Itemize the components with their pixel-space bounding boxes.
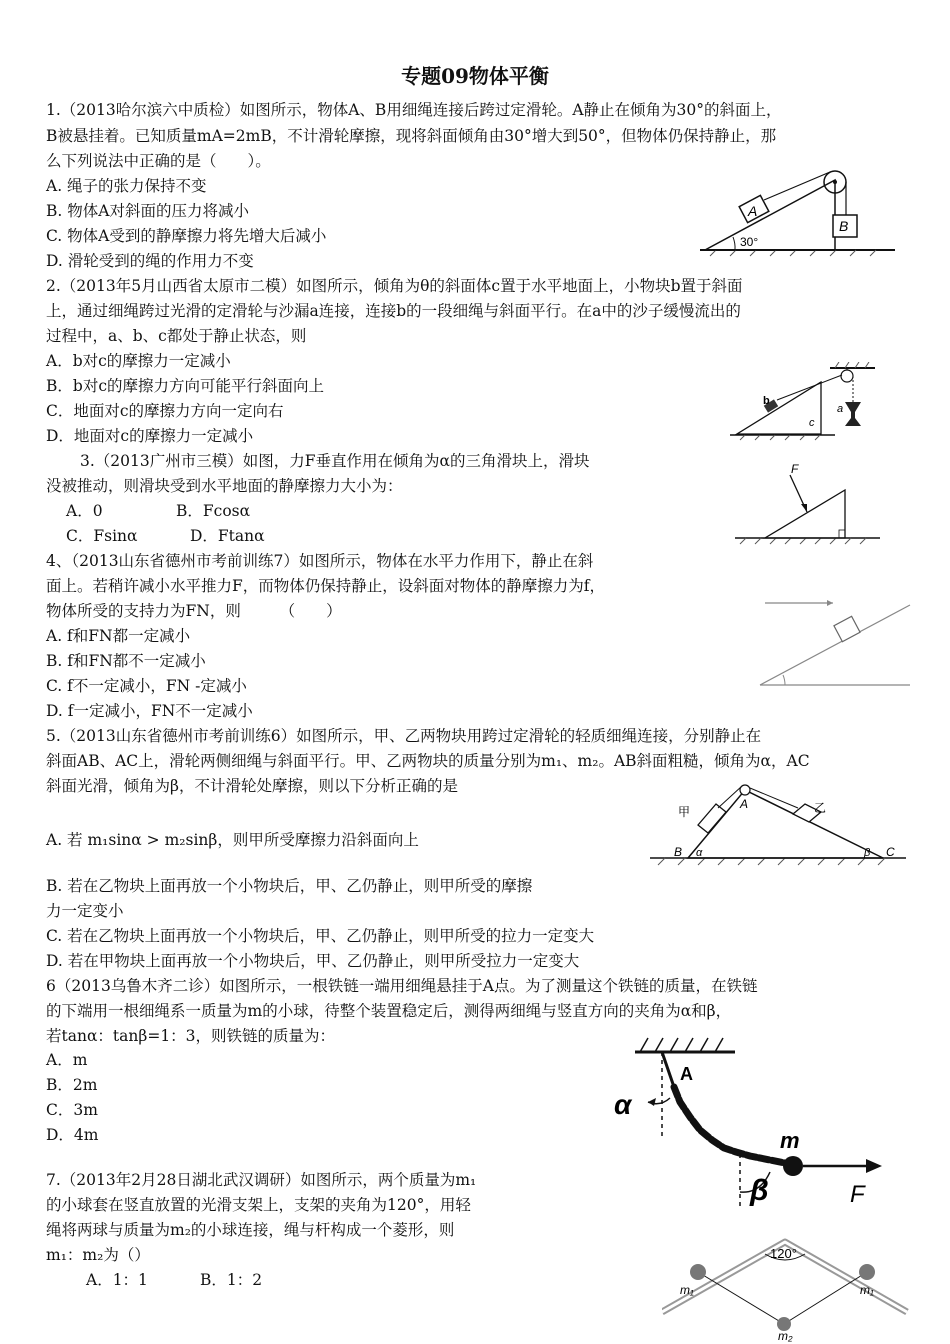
q3-stem-line1: 3.（2013广州市三模）如图，力F垂直作用在倾角为α的三角滑块上，滑块 <box>80 452 590 470</box>
q1-stem-line2: B被悬挂着。已知质量mA=2mB，不计滑轮摩擦，现将斜面倾角由30°增大到50°，但物体仍保持静止，那 <box>46 127 777 145</box>
q7-stem-line1: 7.（2013年2月28日湖北武汉调研）如图所示，两个质量为m₁ <box>46 1171 477 1189</box>
q6-label-beta: β <box>750 1174 769 1207</box>
q1-figure <box>690 160 900 260</box>
q5-option-d: D. 若在甲物块上面再放一个小物块后，甲、乙仍静止，则甲所受拉力一定变大 <box>46 952 580 970</box>
q2-label-b: b <box>763 395 770 407</box>
q5-stem-line2: 斜面AB、AC上，滑轮两侧细绳与斜面平行。甲、乙两物块的质量分别为m₁、m₂。AB斜面粗糙，倾角为α，AC <box>46 752 810 770</box>
q6-label-f: F <box>850 1181 865 1208</box>
q3-stem-line2: 没被推动，则滑块受到水平地面的静摩擦力大小为： <box>46 477 403 495</box>
q5-stem-line3: 斜面光滑，倾角为β，不计滑轮处摩擦，则以下分析正确的是 <box>46 777 458 795</box>
q2-figure <box>725 362 885 442</box>
q1-angle-label: 30° <box>740 235 759 249</box>
q6-option-a: A．m <box>46 1051 88 1069</box>
q5-label-a: A <box>740 797 749 811</box>
q1-stem-line3: 么下列说法中正确的是（ ）。 <box>46 152 271 170</box>
q5-option-b-line2: 力一定变小 <box>46 902 124 920</box>
q6-figure <box>600 1032 900 1217</box>
q5-label-beta: β <box>864 847 871 859</box>
q4-option-d: D. f一定减小，FN不一定减小 <box>46 702 253 720</box>
q1-option-b: B. 物体A对斜面的压力将减小 <box>46 202 249 220</box>
q4-stem-line1: 4、（2013山东省德州市考前训练7）如图所示，物体在水平力作用下，静止在斜 <box>46 552 594 570</box>
q5-label-b: B <box>674 845 683 859</box>
q5-option-b-line1: B. 若在乙物块上面再放一个小物块后，甲、乙仍静止，则甲所受的摩擦 <box>46 877 533 895</box>
q3-option-d: D．Ftanα <box>190 527 265 545</box>
q5-figure <box>648 778 910 868</box>
q6-option-b: B．2m <box>46 1076 98 1094</box>
q1-option-d: D. 滑轮受到的绳的作用力不变 <box>46 252 254 270</box>
q7-label-m2: m₂ <box>778 1329 793 1342</box>
q5-stem-line1: 5.（2013山东省德州市考前训练6）如图所示，甲、乙两物块用跨过定滑轮的轻质细绳连接，分别静止在 <box>46 727 762 745</box>
q3-label-f: F <box>791 462 799 476</box>
q5-label-alpha: α <box>696 847 703 859</box>
q2-stem-line3: 过程中，a、b、c都处于静止状态，则 <box>46 327 307 345</box>
q7-stem-line3: 绳将两球与质量为m₂的小球连接，绳与杆构成一个菱形，则 <box>46 1221 455 1239</box>
q4-option-a: A. f和FN都一定减小 <box>46 627 191 645</box>
q6-label-a: A <box>680 1064 693 1084</box>
q6-stem-line3: 若tanα：tanβ=1：3，则铁链的质量为： <box>46 1027 336 1045</box>
q5-label-c: C <box>886 845 895 859</box>
q5-label-jia: 甲 <box>678 805 691 819</box>
q1-stem-line1: 1.（2013哈尔滨六中质检）如图所示，物体A、B用细绳连接后跨过定滑轮。A静止在倾角为30°的斜面上， <box>46 101 782 119</box>
q5-option-c: C. 若在乙物块上面再放一个小物块后，甲、乙仍静止，则甲所受的拉力一定变大 <box>46 927 595 945</box>
q5-option-a: A. 若 m₁sinα > m₂sinβ，则甲所受摩擦力沿斜面向上 <box>46 831 419 849</box>
q1-option-a: A. 绳子的张力保持不变 <box>46 177 207 195</box>
q3-option-c: C．Fsinα <box>66 527 138 545</box>
q7-label-m1-left: m₁ <box>680 1283 694 1297</box>
q2-option-c: C．地面对c的摩擦力方向一定向右 <box>46 402 284 420</box>
q2-label-a: a <box>837 403 844 415</box>
q4-figure <box>755 585 915 690</box>
q2-option-a: A．b对c的摩擦力一定减小 <box>46 352 231 370</box>
q7-option-a: A．1：1 <box>86 1271 148 1289</box>
q2-option-b: B．b对c的摩擦力方向可能平行斜面向上 <box>46 377 324 395</box>
q6-label-m: m <box>780 1128 800 1153</box>
q1-label-b: B <box>839 218 849 234</box>
q4-stem-line2: 面上。若稍许减小水平推力F，而物体仍保持静止，设斜面对物体的静摩擦力为f， <box>46 577 605 595</box>
q2-stem-line1: 2.（2013年5月山西省太原市二模）如图所示，倾角为θ的斜面体c置于水平地面上，小物块b置于斜面 <box>46 277 743 295</box>
q3-option-b: B．Fcosα <box>176 502 251 520</box>
q7-stem-line4: m₁：m₂为（） <box>46 1246 150 1264</box>
q7-stem-line2: 的小球套在竖直放置的光滑支架上，支架的夹角为120°，用轻 <box>46 1196 471 1214</box>
q2-stem-line2: 上，通过细绳跨过光滑的定滑轮与沙漏a连接，连接b的一段细绳与斜面平行。在a中的沙子缓慢流出的 <box>46 302 741 320</box>
q5-label-yi: 乙 <box>814 801 827 815</box>
q7-option-b: B．1：2 <box>200 1271 263 1289</box>
q2-label-c: c <box>809 417 815 429</box>
q4-option-b: B. f和FN都不一定减小 <box>46 652 206 670</box>
q6-label-alpha: α <box>614 1089 632 1120</box>
q3-option-a: A．0 <box>66 502 103 520</box>
q6-stem-line2: 的下端用一根细绳系一质量为m的小球，待整个装置稳定后，测得两细绳与竖直方向的夹角为α和β， <box>46 1002 732 1020</box>
q7-angle-label: 120° <box>770 1246 797 1261</box>
q7-figure <box>662 1232 912 1342</box>
q1-label-a: A <box>748 203 758 219</box>
q7-label-m1-right: m₁ <box>860 1283 874 1297</box>
q6-stem-line1: 6（2013乌鲁木齐二诊）如图所示，一根铁链一端用细绳悬挂于A点。为了测量这个铁链的质量，在铁链 <box>46 977 758 995</box>
q3-figure <box>735 460 885 550</box>
q4-option-c: C. f不一定减小，FN -定减小 <box>46 677 247 695</box>
page-title: 专题09物体平衡 <box>401 64 549 88</box>
q6-option-c: C．3m <box>46 1101 98 1119</box>
q4-stem-line3: 物体所受的支持力为FN，则 （ ） <box>46 602 342 620</box>
q6-option-d: D．4m <box>46 1126 99 1144</box>
q1-option-c: C. 物体A受到的静摩擦力将先增大后减小 <box>46 227 327 245</box>
q2-option-d: D．地面对c的摩擦力一定减小 <box>46 427 254 445</box>
